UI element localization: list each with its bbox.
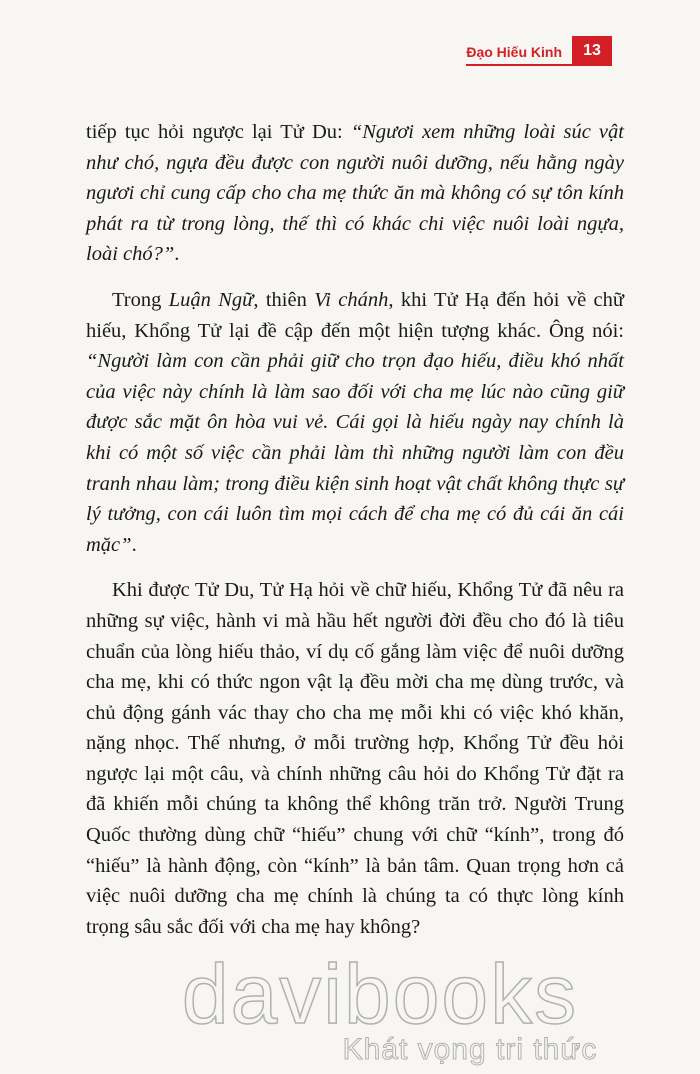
watermark-slogan: Khát vọng tri thức: [342, 1033, 598, 1066]
text-run: .: [174, 243, 180, 266]
page-header: [466, 36, 612, 66]
text-run: Khi được Tử Du, Tử Hạ hỏi về chữ hiếu, Khổng Tử đã nêu ra những sự việc, hành vi mà hầu hết người đời đều cho đó là tiêu chuẩn của lòng hiếu thảo, ví dụ cố gắng làm việc để nuôi dưỡng cha mẹ, khi có thức ngon vật lạ đều mời cha mẹ dùng trước, và chủ động gánh vác thay cho cha mẹ mỗi khi có việc khó khăn, nặng nhọc. Thế nhưng, ở mỗi trường hợp, Khổng Tử đều hỏi ngược lại một câu, và chính những câu hỏi do Khổng Tử đặt ra đã khiến mỗi chúng ta không thể không trăn trở. Người Trung Quốc thường dùng chữ “hiếu” chung với chữ “kính”, trong đó “hiếu” là hành động, còn “kính” là bản tâm. Quan trọng hơn cả việc nuôi dưỡng cha mẹ chính là chúng ta có thực lòng kính trọng sâu sắc đối với cha mẹ hay không?: [86, 579, 624, 938]
page-number: 13: [572, 36, 612, 66]
text-run: , khi Tử Hạ đến hỏi về chữ hiếu, Khổng Tử lại đề cập đến một hiện tượng khác. Ông nói:: [86, 288, 624, 342]
text-run: , thiên: [253, 288, 315, 311]
italic-run: Luận Ngữ: [168, 288, 254, 311]
paragraph-2: [86, 285, 624, 560]
italic-run: “Người làm con cần phải giữ cho trọn đạo hiếu, điều khó nhất của việc này chính là làm sao đối với cha mẹ lúc nào cũng giữ được sắc mặt ôn hòa vui vẻ. Cái gọi là hiếu ngày nay chính là khi có một số việc cần phải làm thì những người làm con đều tranh nhau làm; trong điều kiện sinh hoạt vật chất không thực sự lý tưởng, con cái luôn tìm mọi cách để cha mẹ có đủ cái ăn cái mặc”: [86, 350, 624, 556]
italic-run: Vi chánh: [314, 288, 389, 311]
paragraph-1: [86, 117, 624, 270]
text-run: .: [131, 533, 137, 556]
body-text: [86, 117, 624, 957]
book-title: Đạo Hiếu Kinh: [466, 44, 572, 66]
text-run: tiếp tục hỏi ngược lại Tử Du:: [86, 121, 351, 143]
paragraph-3: [86, 575, 624, 942]
text-run: Trong: [112, 288, 169, 311]
watermark-brand: davibooks: [181, 947, 579, 1041]
italic-run: “Ngươi xem những loài súc vật như chó, ngựa đều được con người nuôi dưỡng, nếu hằng ngày ngươi chỉ cung cấp cho cha mẹ thức ăn mà không có sự tôn kính phát ra từ trong lòng, thế thì có khác chi việc nuôi loài ngựa, loài chó?”: [86, 121, 624, 266]
